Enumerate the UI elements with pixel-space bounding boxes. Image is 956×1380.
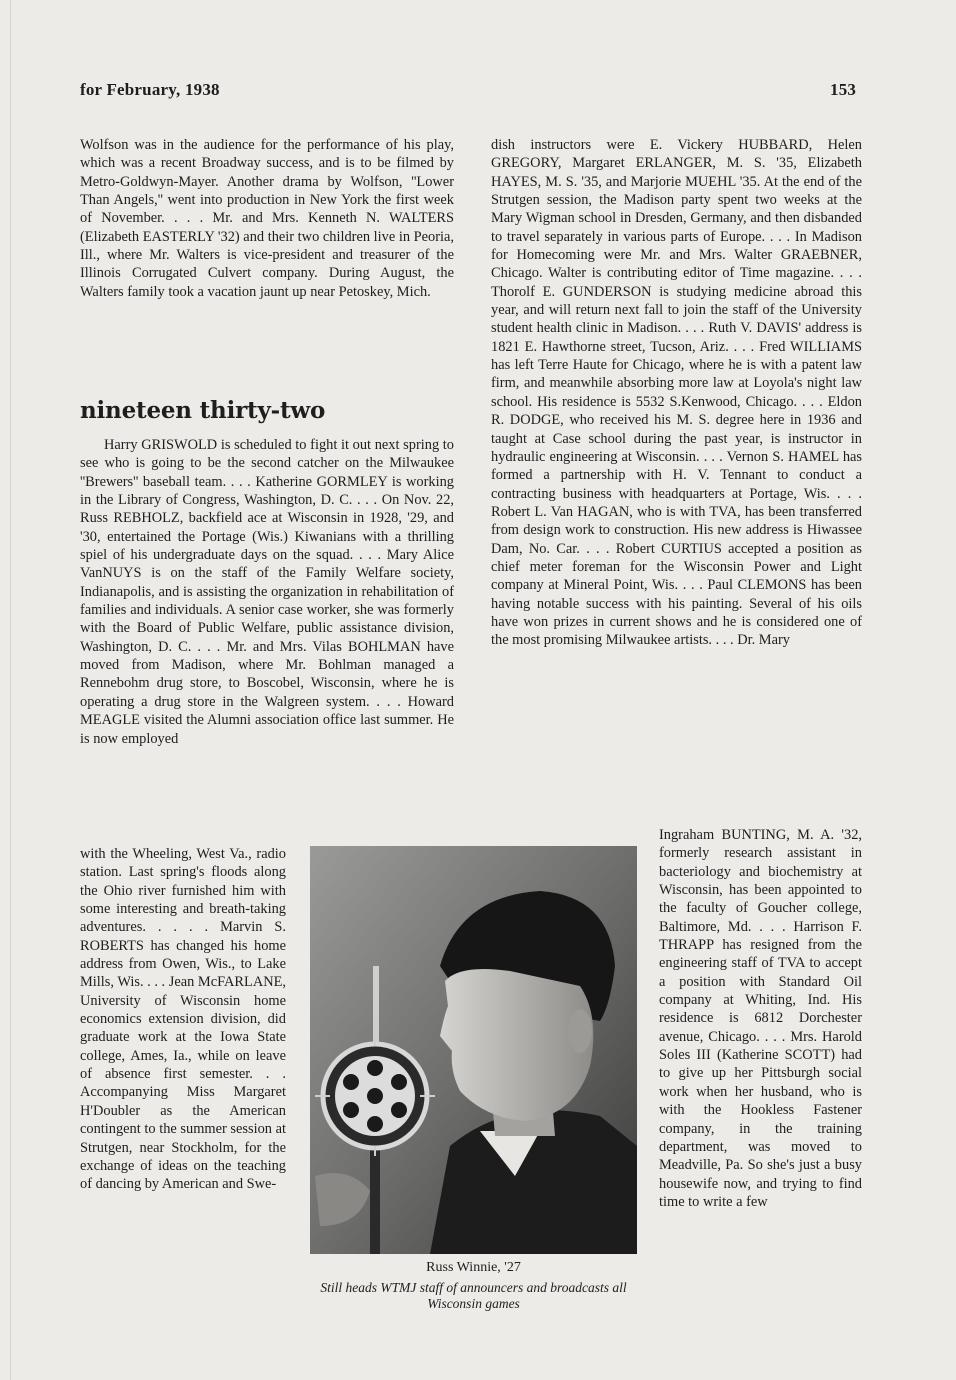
- portrait-photo: [310, 846, 637, 1254]
- running-header: for February, 1938: [80, 80, 220, 99]
- photo-caption-name: Russ Winnie, '27: [426, 1260, 521, 1275]
- page-number: 153: [830, 80, 857, 99]
- class-notes-paragraph: Harry GRISWOLD is scheduled to fight it out next spring to see who is going to be the second catcher on the Milwaukee ''Brewers'' baseball team. . . . Katherine GORMLEY is working in the Library of Congress, Washington, D. C. . . . On Nov. 22, Russ REBHOLZ, backfield ace at Wisconsin in 1928, '29, and '30, entertained the Portage (Wis.) Kiwanians with a thrilling spiel of his undergraduate days on the squad. . . . Mary Alice VanNUYS is on the staff of the Family Welfare society, Indianapolis, and is assisting the organization in rehabilitation of families and individuals. A senior case worker, she was formerly with the Board of Public Welfare, public assistance division, Washington, D. C. . . . Mr. and Mrs. Vilas BOHLMAN have moved from Madison, where Mr. Bohlman managed a Rennebohm drug store, to Boscobel, Wisconsin, where he is operating a drug store in the Walgreen system. . . . Howard MEAGLE visited the Alumni association office last summer. He is now employed: [80, 437, 454, 747]
- section-heading: nineteen thirty-two: [80, 397, 326, 424]
- intro-paragraph: Wolfson was in the audience for the performance of his play, which was a recent Broadway success, and is to be filmed by Metro-Goldwyn-Mayer. Another drama by Wolfson, ''Lower Than Angels,'' went into production in New York the first week of November. . . . Mr. and Mrs. Kenneth N. WALTERS (Elizabeth EASTERLY '32) and their two children live in Peoria, Ill., where Mr. Walters is vice-president and treasurer of the Illinois Corrugated Culvert company. During August, the Walters family took a vacation jaunt up near Petoskey, Mich.: [80, 137, 454, 300]
- left-wrap-paragraph: with the Wheeling, West Va., radio station. Last spring's floods along the Ohio river furnished him with some interesting and breath-taking adventures. . . . . Marvin S. ROBERTS has changed his home address from Owen, Wis., to Lake Mills, Wis. . . . Jean McFARLANE, University of Wisconsin home economics extension division, did graduate work at the Iowa State college, Ames, Ia., while on leave of absence first semester. . . Accompanying Miss Margaret H'Doubler as the American contingent to the summer session at Strutgen, near Stockholm, for the exchange of ideas on the teaching of dancing by American and Swe-: [80, 846, 286, 1193]
- photo-caption: Still heads WTMJ staff of announcers and broadcasts all Wisconsin games: [320, 1280, 627, 1311]
- right-column-paragraph: dish instructors were E. Vickery HUBBARD, Helen GREGORY, Margaret ERLANGER, M. S. '35, Elizabeth HAYES, M. S. '35, and Marjorie MUEHL '35. At the end of the Strutgen session, the Madison party spent two weeks at the Mary Wigman school in Dresden, Germany, and then disbanded to travel separately in various parts of Europe. . . . In Madison for Homecoming were Mr. and Mrs. Walter GRAEBNER, Chicago. Walter is contributing editor of Time magazine. . . . Thorolf E. GUNDERSON is studying medicine abroad this year, and will return next fall to join the staff of the University student health clinic in Madison. . . . Ruth V. DAVIS' address is 1821 E. Hawthorne street, Tucson, Ariz. . . . Fred WILLIAMS has left Terre Haute for Chicago, where he is with a patent law firm, and meanwhile absorbing more law at Loyola's night law school. His residence is 5532 S.Kenwood, Chicago. . . . Eldon R. DODGE, who received his M. S. degree here in 1936 and taught at Case school during the past year, is instructor in hydraulic engineering at Wisconsin. . . . Vernon S. HAMEL has formed a partnership with H. V. Tennant to conduct a contracting business with headquarters at Portage, Wis. . . . Robert L. Van HAGAN, who is with TVA, has been transferred from design work to construction. His new address is Hiwassee Dam, No. Car. . . . Robert CURTIUS accepted a position as chief meter foreman for the Wisconsin Power and Light company at Mineral Point, Wis. . . . Paul CLEMONS has been having notable success with his painting. Several of his oils have won prizes in current shows and he is considered one of the most promising Milwaukee artists. . . . Dr. Mary: [491, 137, 862, 649]
- right-wrap-paragraph: Ingraham BUNTING, M. A. '32, formerly research assistant in bacteriology and biochemistry at Wisconsin, has been appointed to the faculty of Goucher college, Baltimore, Md. . . . Harrison F. THRAPP has resigned from the engineering staff of TVA to accept a position with Standard Oil company at Whiting, Ind. His residence is 6812 Dorchester avenue, Chicago. . . . Mrs. Harold Soles III (Katherine SCOTT) had to give up her Pittsburgh social work when her husband, who is with the Hookless Fastener company, in the training department, was moved to Meadville, Pa. So she's just a busy housewife now, and trying to find time to write a few: [659, 827, 862, 1210]
- scan-margin-line: [10, 0, 11, 1380]
